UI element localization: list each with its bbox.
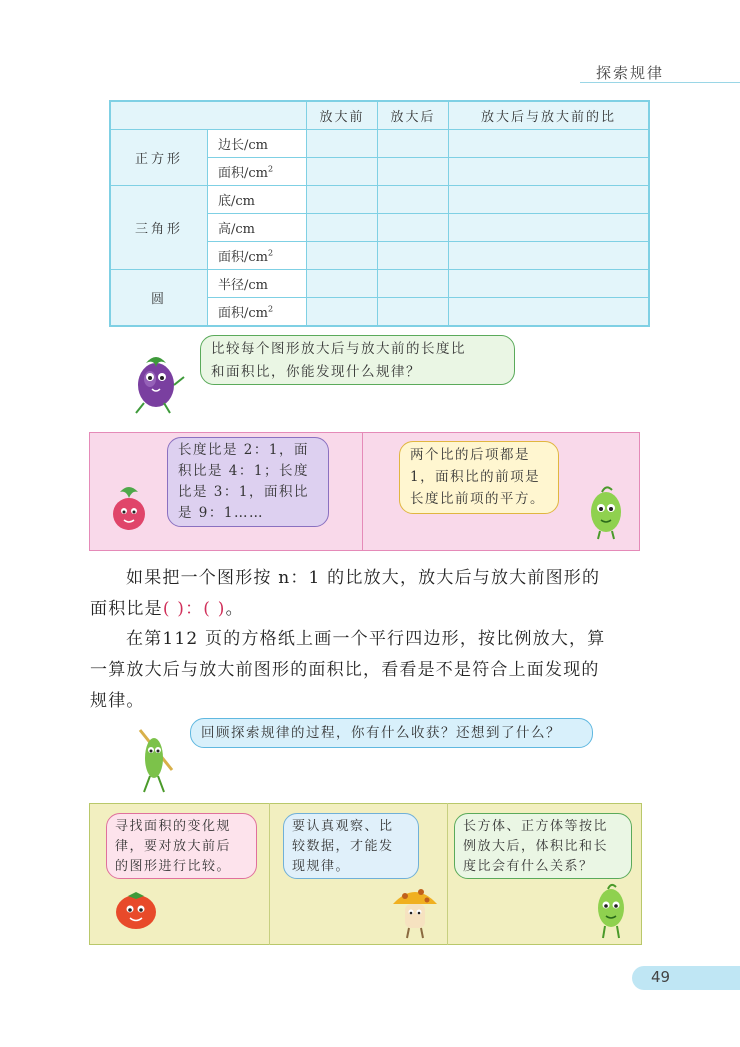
qty-label: 底/cm xyxy=(208,186,307,214)
table-header-before: 放大前 xyxy=(307,101,378,130)
table-cell[interactable] xyxy=(449,242,650,270)
speech-bubble-mushroom xyxy=(283,813,419,879)
row-label-square: 正方形 xyxy=(110,130,208,186)
paragraph-line xyxy=(90,594,650,625)
table-header-corner xyxy=(110,101,307,130)
bubble-line: 现规律。 xyxy=(292,859,351,874)
table-cell[interactable] xyxy=(307,270,378,298)
speech-bubble-left xyxy=(167,437,329,527)
table-row xyxy=(110,186,649,214)
bubble-line: 要认真观察、比 xyxy=(292,819,394,834)
bubble-line: 的图形进行比较。 xyxy=(115,859,232,874)
speech-bubble-review xyxy=(190,718,593,748)
table-cell[interactable] xyxy=(307,186,378,214)
ratio-table xyxy=(109,100,650,327)
table-header-ratio: 放大后与放大前的比 xyxy=(449,101,650,130)
table-cell[interactable] xyxy=(307,214,378,242)
table-cell[interactable] xyxy=(449,214,650,242)
speech-bubble-bean xyxy=(454,813,632,879)
paragraph-line: 如果把一个图形按 n：1 的比放大，放大后与放大前图形的 xyxy=(126,568,601,588)
bubble-line: 例放大后，体积比和长 xyxy=(463,839,609,854)
bubble-line: 长度比前项的平方。 xyxy=(410,491,545,507)
paragraph-line: 规律。 xyxy=(90,691,145,711)
table-row xyxy=(110,270,649,298)
bean-character-icon xyxy=(582,484,630,540)
paragraph-1 xyxy=(90,563,650,625)
bubble-line: 回顾探索规律的过程，你有什么收获？还想到了什么？ xyxy=(201,725,561,741)
bubble-line: 较数据，才能发 xyxy=(292,839,394,854)
table-cell[interactable] xyxy=(449,298,650,327)
qty-label: 半径/cm xyxy=(208,270,307,298)
paragraph-2 xyxy=(90,624,650,717)
panel-divider xyxy=(269,803,270,945)
table-cell[interactable] xyxy=(378,186,449,214)
bubble-line: 是 9：1…… xyxy=(178,505,264,521)
pea-pod-character-icon xyxy=(130,720,182,795)
radish-character-icon xyxy=(104,484,154,534)
eggplant-character-icon xyxy=(118,345,188,417)
mushroom-character-icon xyxy=(389,880,441,940)
page-number-tab xyxy=(632,966,740,990)
bubble-line: 1，面积比的前项是 xyxy=(410,469,541,485)
bubble-line: 长度比是 2：1，面 xyxy=(178,442,309,458)
row-label-circle: 圆 xyxy=(110,270,208,327)
bubble-line: 比是 3：1，面积比 xyxy=(178,484,309,500)
table-cell[interactable] xyxy=(378,158,449,186)
section-title: 探索规律 xyxy=(596,64,665,82)
bubble-line: 两个比的后项都是 xyxy=(410,447,530,463)
qty-label: 面积$/cm^2$ xyxy=(208,242,307,270)
panel-divider xyxy=(447,803,448,945)
paragraph-line: 一算放大后与放大前图形的面积比，看看是不是符合上面发现的 xyxy=(90,660,600,680)
bean-character-icon xyxy=(590,880,632,940)
table-cell[interactable] xyxy=(378,214,449,242)
answer-blank[interactable]: ( )：( ) xyxy=(162,599,226,619)
bubble-line: 度比会有什么关系？ xyxy=(463,859,594,874)
qty-label: 边长/cm xyxy=(208,130,307,158)
table-cell[interactable] xyxy=(378,242,449,270)
table-cell[interactable] xyxy=(307,158,378,186)
table-header-row xyxy=(110,101,649,130)
table-header-after: 放大后 xyxy=(378,101,449,130)
tomato-character-icon xyxy=(108,884,164,934)
table-cell[interactable] xyxy=(378,130,449,158)
qty-label: 面积$/cm^2$ xyxy=(208,158,307,186)
table-cell[interactable] xyxy=(449,158,650,186)
speech-bubble-question xyxy=(200,335,515,385)
table-cell[interactable] xyxy=(307,298,378,327)
header-rule xyxy=(580,82,740,83)
qty-label: 高/cm xyxy=(208,214,307,242)
bubble-line: 和面积比，你能发现什么规律？ xyxy=(211,364,421,380)
speech-bubble-right xyxy=(399,441,559,514)
panel-divider xyxy=(362,432,363,551)
bubble-line: 寻找面积的变化规 xyxy=(115,819,232,834)
bubble-line: 积比是 4：1；长度 xyxy=(178,463,309,479)
table-cell[interactable] xyxy=(449,186,650,214)
text-span: 面积比是 xyxy=(90,599,163,619)
bubble-line: 长方体、正方体等按比 xyxy=(463,819,609,834)
table-cell[interactable] xyxy=(449,130,650,158)
qty-label: 面积$/cm^2$ xyxy=(208,298,307,327)
table-cell[interactable] xyxy=(307,242,378,270)
table-cell[interactable] xyxy=(449,270,650,298)
bubble-line: 律，要对放大前后 xyxy=(115,839,232,854)
table-cell[interactable] xyxy=(307,130,378,158)
table-cell[interactable] xyxy=(378,270,449,298)
table-cell[interactable] xyxy=(378,298,449,327)
speech-bubble-tomato xyxy=(106,813,257,879)
bubble-line: 比较每个图形放大后与放大前的长度比 xyxy=(211,341,466,357)
text-span: 。 xyxy=(225,599,244,619)
page-number: 49 xyxy=(651,968,671,986)
paragraph-line: 在第112 页的方格纸上画一个平行四边形，按比例放大，算 xyxy=(126,629,606,649)
table-row xyxy=(110,130,649,158)
row-label-triangle: 三角形 xyxy=(110,186,208,270)
